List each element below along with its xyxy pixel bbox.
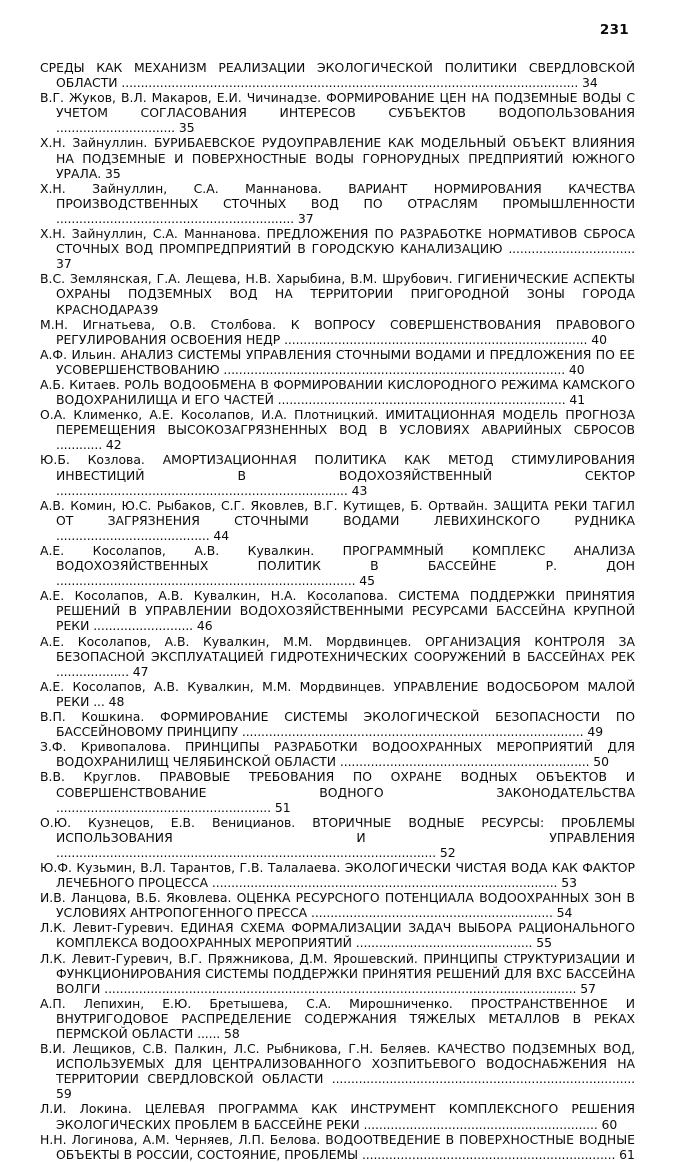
toc-entry-page: 60 xyxy=(601,1116,618,1132)
toc-entry-authors: Л.И. Локина. xyxy=(40,1101,145,1117)
toc-entry-leader: ........................................................................................................................... xyxy=(100,980,581,996)
toc-entry[interactable] xyxy=(40,860,635,890)
toc-entry-page: 51 xyxy=(274,799,291,815)
toc-entry[interactable] xyxy=(40,1041,635,1101)
toc-entry[interactable] xyxy=(40,498,635,543)
toc-entry-title: ФОРМИРОВАНИЕ СИСТЕМЫ ЭКОЛОГИЧЕСКОЙ БЕЗОПАСНОСТИ ПО БАССЕЙНОВОМУ ПРИНЦИПУ xyxy=(56,709,635,740)
toc-entry-leader: .......................... xyxy=(89,618,197,634)
toc-entry-title: ОРГАНИЗАЦИЯ КОНТРОЛЯ ЗА БЕЗОПАСНОЙ ЭКСПЛУАТАЦИЕЙ ГИДРОТЕХНИЧЕСКИХ СООРУЖЕНИЙ В БАССЕЙНАХ РЕК xyxy=(56,633,635,664)
toc-entry-authors: В.И. Лещиков, С.В. Палкин, Л.С. Рыбникова, Г.Н. Беляев. xyxy=(40,1041,438,1057)
toc-entry-leader: ......................................................................................... xyxy=(219,361,569,377)
toc-entry-authors: Ю.Ф. Кузьмин, В.Л. Тарантов, Г.В. Талалаева. xyxy=(40,859,345,875)
toc-entry-authors: В.В. Круглов. xyxy=(40,769,160,785)
toc-entry-title: ПРАВОВЫЕ ТРЕБОВАНИЯ ПО ОХРАНЕ ВОДНЫХ ОБЪЕКТОВ И СОВЕРШЕНСТВОВАНИЕ ВОДНОГО ЗАКОНОДАТЕЛЬСТВА xyxy=(56,769,635,800)
toc-entry[interactable] xyxy=(40,60,635,90)
toc-entry-leader: ................................................................. xyxy=(336,754,594,770)
toc-entry-authors: О.А. Клименко, А.Е. Косолапов, И.А. Плотницкий. xyxy=(40,407,386,423)
toc-entry-page: 57 xyxy=(580,980,597,996)
toc-entry-leader: ............................................................... xyxy=(307,905,557,921)
toc-entry-page: 58 xyxy=(223,1026,240,1041)
toc-entry-page: 39 xyxy=(142,301,159,317)
toc-entry[interactable] xyxy=(40,452,635,497)
toc-entry-leader: ............................................................................... xyxy=(280,331,592,347)
toc-entry[interactable] xyxy=(40,226,635,271)
toc-entry-authors: Х.Н. Зайнуллин. xyxy=(40,135,155,151)
toc-entry-authors: Л.К. Левит-Гуревич. xyxy=(40,920,181,936)
toc-entry-authors: В.П. Кошкина. xyxy=(40,709,161,725)
toc-entry-authors: А.Б. Китаев. xyxy=(40,376,125,392)
page-number: 231 xyxy=(599,22,629,38)
toc-entry[interactable] xyxy=(40,181,635,226)
toc-entry-leader: . xyxy=(97,165,105,181)
toc-entry-leader: ... xyxy=(89,693,109,709)
toc-entry[interactable] xyxy=(40,1101,635,1131)
toc-entry[interactable] xyxy=(40,679,635,709)
toc-entry-title: РОЛЬ ВОДООБМЕНА В ФОРМИРОВАНИИ КИСЛОРОДНОГО РЕЖИМА КАМСКОГО ВОДОХРАНИЛИЩА И ЕГО ЧАСТЕЙ xyxy=(56,376,635,408)
toc-entry-page: 43 xyxy=(351,482,368,498)
toc-entry[interactable] xyxy=(40,347,635,377)
toc-entry-title: ВТОРИЧНЫЕ ВОДНЫЕ РЕСУРСЫ: ПРОБЛЕМЫ ИСПОЛЬЗОВАНИЯ И УПРАВЛЕНИЯ xyxy=(56,814,635,845)
toc-entry-page: 41 xyxy=(569,392,586,408)
toc-entry-page: 53 xyxy=(561,875,577,891)
toc-entry-page: 42 xyxy=(105,437,122,453)
toc-entry-page: 47 xyxy=(132,663,149,679)
toc-entry-leader: ............ xyxy=(56,437,106,453)
toc-entry-title: ЗАЩИТА РЕКИ ТАГИЛ ОТ ЗАГРЯЗНЕНИЯ СТОЧНЫМИ ВОДАМИ ЛЕВИХИНСКОГО РУДНИКА xyxy=(56,497,635,528)
toc-entry-leader: .............................................................................. xyxy=(56,573,360,589)
toc-entry-authors: В.С. Землянская, Г.А. Лещева, Н.В. Харыбина, В.М. Шрубович. xyxy=(40,271,458,287)
toc-entry-title: ЦЕЛЕВАЯ ПРОГРАММА КАК ИНСТРУМЕНТ КОМПЛЕКСНОГО РЕШЕНИЯ ЭКОЛОГИЧЕСКИХ ПРОБЛЕМ В БАССЕЙНЕ РЕКИ xyxy=(56,1101,635,1132)
toc-entry[interactable] xyxy=(40,543,635,588)
toc-entry-title: ПРИНЦИПЫ СТРУКТУРИЗАЦИИ И ФУНКЦИОНИРОВАНИЯ СИСТЕМЫ ПОДДЕРЖКИ ПРИНЯТИЯ РЕШЕНИЙ ДЛЯ ВХС БАССЕЙНА ВОЛГИ xyxy=(56,950,635,996)
toc-entry-leader: ................... xyxy=(56,663,133,679)
toc-entry[interactable] xyxy=(40,920,635,950)
toc-entry-title: ИМИТАЦИОННАЯ МОДЕЛЬ ПРОГНОЗА ПЕРЕМЕЩЕНИЯ ВЫСОКОЗАГРЯЗНЕННЫХ ВОД В УСЛОВИЯХ АВАРИЙНЫХ СБРОСОВ xyxy=(56,407,635,438)
toc-entry-page: 35 xyxy=(104,165,121,181)
toc-entry-authors: А.В. Комин, Ю.С. Рыбаков, С.Г. Яковлев, В.Г. Кутищев, Б. Ортвайн. xyxy=(40,497,494,513)
toc-entry-title: ГИГИЕНИЧЕСКИЕ АСПЕКТЫ ОХРАНЫ ПОДЗЕМНЫХ ВОД НА ТЕРРИТОРИИ ПРИГОРОДНОЙ ЗОНЫ ГОРОДА КРАСНОДАРА xyxy=(56,271,635,317)
toc-entry-leader: ............................................................................ xyxy=(56,482,352,498)
toc-entry-page: 50 xyxy=(593,754,610,770)
toc-entry-page: 34 xyxy=(582,75,598,91)
toc-entry[interactable] xyxy=(40,317,635,347)
toc-entry-page: 46 xyxy=(196,618,213,634)
toc-entry-leader: ...... xyxy=(193,1026,224,1041)
toc-entry-authors: Х.Н. Зайнуллин, С.А. Маннанова. xyxy=(40,180,349,196)
toc-entry-title: ЭКОЛОГИЧЕСКИ ЧИСТАЯ ВОДА КАК ФАКТОР ЛЕЧЕБНОГО ПРОЦЕССА xyxy=(56,859,635,891)
toc-entry-title: ПРЕДЛОЖЕНИЯ ПО РАЗРАБОТКЕ НОРМАТИВОВ СБРОСА СТОЧНЫХ ВОД ПРОМПРЕДПРИЯТИЙ В ГОРОДСКУЮ КАНАЛИЗАЦИЮ xyxy=(56,226,635,257)
toc-entry-leader: ............................................................................... xyxy=(323,1071,636,1087)
toc-entry-title: СРЕДЫ КАК МЕХАНИЗМ РЕАЛИЗАЦИИ ЭКОЛОГИЧЕСКОЙ ПОЛИТИКИ СВЕРДЛОВСКОЙ ОБЛАСТИ xyxy=(40,60,635,91)
toc-entry-page: 55 xyxy=(536,935,553,951)
toc-entry-page: 35 xyxy=(178,120,195,136)
toc-entry-leader: .................................................................. xyxy=(358,1146,620,1162)
toc-entry-authors: О.Ю. Кузнецов, Е.В. Веницианов. xyxy=(40,814,313,830)
toc-entry-page: 54 xyxy=(556,905,573,921)
toc-entry[interactable] xyxy=(40,377,635,407)
toc-entry-leader: .............................................. xyxy=(351,935,537,951)
toc-entry-page: 49 xyxy=(587,724,604,740)
toc-entry[interactable] xyxy=(40,890,635,920)
toc-entry-leader: ........................................................ xyxy=(56,799,275,815)
toc-entry-authors: А.П. Лепихин, Е.Ю. Бретышева, С.А. Мирошниченко. xyxy=(40,995,471,1011)
toc-entry[interactable] xyxy=(40,634,635,679)
toc-entry-leader: ......................................................................................... xyxy=(238,724,588,740)
toc-entry[interactable] xyxy=(40,271,635,316)
toc-entry-title: ВОДООТВЕДЕНИЕ В ПОВЕРХНОСТНЫЕ ВОДНЫЕ ОБЪЕКТЫ В РОССИИ, СОСТОЯНИЕ, ПРОБЛЕМЫ xyxy=(56,1131,635,1162)
toc-entry[interactable] xyxy=(40,135,635,180)
toc-entry-title: СИСТЕМА ПОДДЕРЖКИ ПРИНЯТИЯ РЕШЕНИЙ В УПРАВЛЕНИИ ВОДОХОЗЯЙСТВЕННЫМИ РЕСУРСАМИ БАССЕЙНА КРУПНОЙ РЕКИ xyxy=(56,588,635,634)
toc-entry-leader: ............................... xyxy=(56,120,179,136)
toc-entry[interactable] xyxy=(40,951,635,996)
toc-entry-authors: Н.Н. Логинова, А.М. Черняев, Л.П. Белова. xyxy=(40,1131,326,1147)
toc-entry-page: 40 xyxy=(591,331,607,347)
toc-entry-authors: А.Е. Косолапов, А.В. Кувалкин, М.М. Мордвинцев. xyxy=(40,633,426,649)
table-of-contents xyxy=(40,60,635,1162)
toc-entry-page: 61 xyxy=(619,1146,635,1162)
toc-entry-title: ФОРМИРОВАНИЕ ЦЕН НА ПОДЗЕМНЫЕ ВОДЫ С УЧЕТОМ СОГЛАСОВАНИЯ ИНТЕРЕСОВ СУБЪЕКТОВ ВОДОПОЛЬЗОВАНИЯ xyxy=(56,90,635,121)
toc-entry-title: АМОРТИЗАЦИОННАЯ ПОЛИТИКА КАК МЕТОД СТИМУЛИРОВАНИЯ ИНВЕСТИЦИЙ В ВОДОХОЗЯЙСТВЕННЫЙ СЕКТОР xyxy=(56,452,636,483)
toc-entry-authors: М.Н. Игнатьева, О.В. Столбова. xyxy=(40,316,291,332)
toc-entry-authors: И.В. Ланцова, В.Б. Яковлева. xyxy=(40,890,237,906)
toc-entry-page: 52 xyxy=(439,844,456,860)
toc-entry-leader: .......................................................................................... xyxy=(208,875,562,891)
toc-entry-page: 37 xyxy=(297,210,314,226)
toc-entry-title: ВАРИАНТ НОРМИРОВАНИЯ КАЧЕСТВА ПРОИЗВОДСТВЕННЫХ СТОЧНЫХ ВОД ПО ОТРАСЛЯМ ПРОМЫШЛЕННОСТИ xyxy=(56,180,635,211)
toc-entry-page: 45 xyxy=(359,573,376,589)
toc-entry-authors: Х.Н. Зайнуллин, С.А. Маннанова. xyxy=(40,226,267,242)
toc-entry-title: БУРИБАЕВСКОЕ РУДОУПРАВЛЕНИЕ КАК МОДЕЛЬНЫЙ ОБЪЕКТ ВЛИЯНИЯ НА ПОДЗЕМНЫЕ И ПОВЕРХНОСТНЫЕ ВОДЫ ГОРНОРУДНЫХ ПРЕДПРИЯТИЙ ЮЖНОГО УРАЛА xyxy=(56,135,636,181)
toc-entry-title: ПРОСТРАНСТВЕННОЕ И ВНУТРИГОДОВОЕ РАСПРЕДЕЛЕНИЕ СОДЕРЖАНИЯ ТЯЖЕЛЫХ МЕТАЛЛОВ В РЕКАХ ПЕРМСКОЙ ОБЛАСТИ xyxy=(56,995,635,1041)
toc-entry-authors: А.Е. Косолапов, А.В. Кувалкин, М.М. Мордвинцев. xyxy=(40,678,394,694)
toc-entry-title: ЕДИНАЯ СХЕМА ФОРМАЛИЗАЦИИ ЗАДАЧ ВЫБОРА РАЦИОНАЛЬНОГО КОМПЛЕКСА ВОДООХРАННЫХ МЕРОПРИЯТИЙ xyxy=(56,920,635,951)
toc-entry-leader: ................................................................................................... xyxy=(56,844,440,860)
toc-entry-leader: ........................................................................... xyxy=(273,392,570,408)
toc-entry-title: ОЦЕНКА РЕСУРСНОГО ПОТЕНЦИАЛА ВОДООХРАННЫХ ЗОН В УСЛОВИЯХ АНТРОПОГЕННОГО ПРЕССА xyxy=(56,890,635,921)
toc-entry-title: К ВОПРОСУ СОВЕРШЕНСТВОВАНИЯ ПРАВОВОГО РЕГУЛИРОВАНИЯ ОСВОЕНИЯ НЕДР xyxy=(56,316,635,347)
toc-entry-authors: З.Ф. Кривопалова. xyxy=(40,739,185,755)
toc-entry-title: КАЧЕСТВО ПОДЗЕМНЫХ ВОД, ИСПОЛЬЗУЕМЫХ ДЛЯ ЦЕНТРАЛИЗОВАННОГО ХОЗПИТЬЕВОГО ВОДОСНАБЖЕНИЯ НА ТЕРРИТОРИИ СВЕРДЛОВСКОЙ ОБЛАСТИ xyxy=(56,1041,636,1087)
toc-entry-leader: ........................................ xyxy=(56,527,214,543)
toc-entry[interactable] xyxy=(40,90,635,135)
toc-entry-title: ПРИНЦИПЫ РАЗРАБОТКИ ВОДООХРАННЫХ МЕРОПРИЯТИЙ ДЛЯ ВОДОХРАНИЛИЩ ЧЕЛЯБИНСКОЙ ОБЛАСТИ xyxy=(56,739,635,770)
toc-entry-title: УПРАВЛЕНИЕ ВОДОСБОРОМ МАЛОЙ РЕКИ xyxy=(56,678,635,709)
toc-entry[interactable] xyxy=(40,815,635,860)
toc-entry[interactable] xyxy=(40,407,635,452)
toc-entry-page: 44 xyxy=(213,527,230,543)
toc-entry-leader: ................................. xyxy=(502,241,635,257)
toc-entry[interactable] xyxy=(40,709,635,739)
toc-entry-authors: Ю.Б. Козлова. xyxy=(40,452,163,468)
toc-entry[interactable] xyxy=(40,739,635,769)
toc-entry[interactable] xyxy=(40,769,635,814)
toc-entry-leader: ....................................................................................................................... xyxy=(117,75,583,91)
toc-entry-authors: А.Ф. Ильин. xyxy=(40,346,121,362)
toc-entry-leader: ............................................................. xyxy=(359,1116,602,1132)
toc-entry-authors: А.Е. Косолапов, А.В. Кувалкин, Н.А. Косолапова. xyxy=(40,588,399,604)
toc-entry-title: ПРОГРАММНЫЙ КОМПЛЕКС АНАЛИЗА ВОДОХОЗЯЙСТВЕННЫХ ПОЛИТИК В БАССЕЙНЕ Р. ДОН xyxy=(56,543,635,574)
toc-entry[interactable] xyxy=(40,1132,635,1162)
toc-entry-leader: .............................................................. xyxy=(56,210,298,226)
toc-entry-page: 40 xyxy=(568,361,585,377)
toc-entry-page: 59 xyxy=(56,1086,72,1102)
toc-entry[interactable] xyxy=(40,996,635,1041)
toc-entry-page: 37 xyxy=(56,256,72,272)
toc-entry-title: АНАЛИЗ СИСТЕМЫ УПРАВЛЕНИЯ СТОЧНЫМИ ВОДАМИ И ПРЕДЛОЖЕНИЯ ПО ЕЕ УСОВЕРШЕНСТВОВАНИЮ xyxy=(56,346,635,377)
toc-entry[interactable] xyxy=(40,588,635,633)
toc-entry-authors: Л.К. Левит-Гуревич, В.Г. Пряжникова, Д.М. Ярошевский. xyxy=(40,950,424,966)
toc-entry-authors: А.Е. Косолапов, А.В. Кувалкин. xyxy=(40,543,343,558)
toc-entry-page: 48 xyxy=(108,693,125,709)
toc-entry-authors: В.Г. Жуков, В.Л. Макаров, Е.И. Чичинадзе. xyxy=(40,90,327,106)
